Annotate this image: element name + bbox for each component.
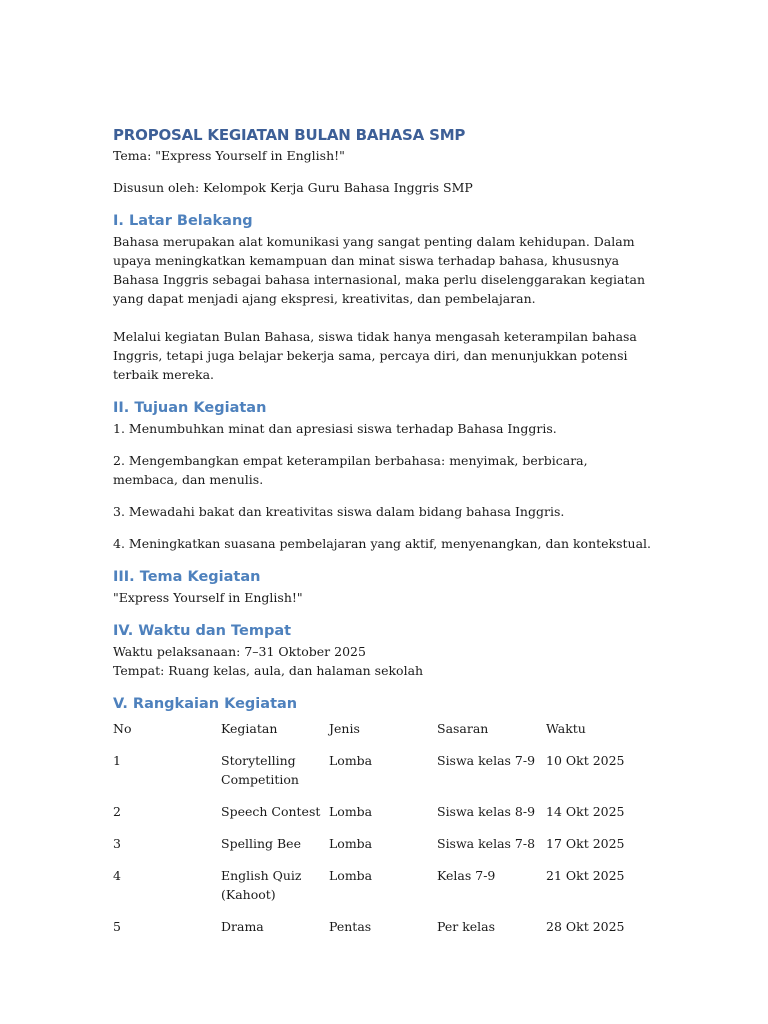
latar-belakang-paragraph-1: Bahasa merupakan alat komunikasi yang sangat penting dalam kehidupan. Dalam upaya meningkatkan kemampuan dan minat siswa terhadap bahasa, khususnya Bahasa Inggris sebagai bahasa internasional, maka perlu diselenggarakan kegiatan yang dapat menjadi ajang ekspresi, kreativitas, dan pembelajaran. [113, 234, 646, 306]
header-sasaran: Sasaran [437, 721, 489, 736]
cell-no: 4 [113, 868, 121, 883]
cell-waktu: 10 Okt 2025 [546, 753, 625, 768]
header-kegiatan: Kegiatan [221, 721, 278, 736]
activity-table [113, 719, 653, 936]
tema-line: Tema: "Express Yourself in English!" [113, 148, 345, 163]
cell-sasaran: Siswa kelas 7-9 [437, 753, 536, 768]
tema-text: "Express Yourself in English!" [113, 590, 303, 605]
cell-no: 5 [113, 919, 121, 934]
table-row [113, 789, 653, 821]
heading-waktu-tempat: IV. Waktu dan Tempat [113, 623, 292, 639]
document-title: PROPOSAL KEGIATAN BULAN BAHASA SMP [113, 126, 466, 144]
heading-tujuan-kegiatan: II. Tujuan Kegiatan [113, 400, 267, 416]
cell-no: 3 [113, 836, 121, 851]
cell-jenis: Pentas [329, 919, 372, 934]
cell-no: 1 [113, 753, 121, 768]
header-waktu: Waktu [546, 721, 586, 736]
cell-kegiatan: Spelling Bee [221, 836, 301, 851]
cell-no: 2 [113, 804, 121, 819]
cell-jenis: Lomba [329, 753, 373, 768]
cell-jenis: Lomba [329, 804, 373, 819]
cell-sasaran: Per kelas [437, 919, 496, 934]
cell-sasaran: Siswa kelas 7-8 [437, 836, 536, 851]
cell-kegiatan: Speech Contest [221, 804, 321, 819]
tujuan-item-1: 1. Menumbuhkan minat dan apresiasi siswa terhadap Bahasa Inggris. [113, 421, 557, 436]
table-row [113, 904, 653, 936]
table-header-row [113, 719, 653, 738]
cell-kegiatan: English Quiz (Kahoot) [221, 868, 302, 902]
cell-waktu: 14 Okt 2025 [546, 804, 625, 819]
cell-kegiatan: Storytelling Competition [221, 753, 299, 787]
waktu-line: Waktu pelaksanaan: 7–31 Oktober 2025 [113, 644, 366, 659]
author-line: Disusun oleh: Kelompok Kerja Guru Bahasa Inggris SMP [113, 180, 473, 195]
cell-kegiatan: Drama [221, 919, 264, 934]
cell-waktu: 17 Okt 2025 [546, 836, 625, 851]
cell-sasaran: Kelas 7-9 [437, 868, 496, 883]
cell-jenis: Lomba [329, 868, 373, 883]
tujuan-item-2: 2. Mengembangkan empat keterampilan berbahasa: menyimak, berbicara, membaca, dan menulis. [113, 453, 588, 487]
tempat-line: Tempat: Ruang kelas, aula, dan halaman sekolah [113, 663, 424, 678]
document-body [113, 124, 653, 936]
cell-waktu: 21 Okt 2025 [546, 868, 625, 883]
table-row [113, 821, 653, 853]
heading-tema-kegiatan: III. Tema Kegiatan [113, 569, 261, 585]
cell-jenis: Lomba [329, 836, 373, 851]
tujuan-item-3: 3. Mewadahi bakat dan kreativitas siswa dalam bidang bahasa Inggris. [113, 504, 565, 519]
heading-rangkaian-kegiatan: V. Rangkaian Kegiatan [113, 696, 298, 712]
header-no: No [113, 721, 132, 736]
cell-waktu: 28 Okt 2025 [546, 919, 625, 934]
table-row [113, 853, 653, 904]
header-jenis: Jenis [329, 721, 360, 736]
table-row [113, 738, 653, 789]
latar-belakang-paragraph-2: Melalui kegiatan Bulan Bahasa, siswa tidak hanya mengasah keterampilan bahasa Inggris, tetapi juga belajar bekerja sama, percaya diri, dan menunjukkan potensi terbaik mereka. [113, 329, 637, 382]
heading-latar-belakang: I. Latar Belakang [113, 213, 253, 229]
cell-sasaran: Siswa kelas 8-9 [437, 804, 536, 819]
tujuan-item-4: 4. Meningkatkan suasana pembelajaran yang aktif, menyenangkan, dan kontekstual. [113, 536, 652, 551]
